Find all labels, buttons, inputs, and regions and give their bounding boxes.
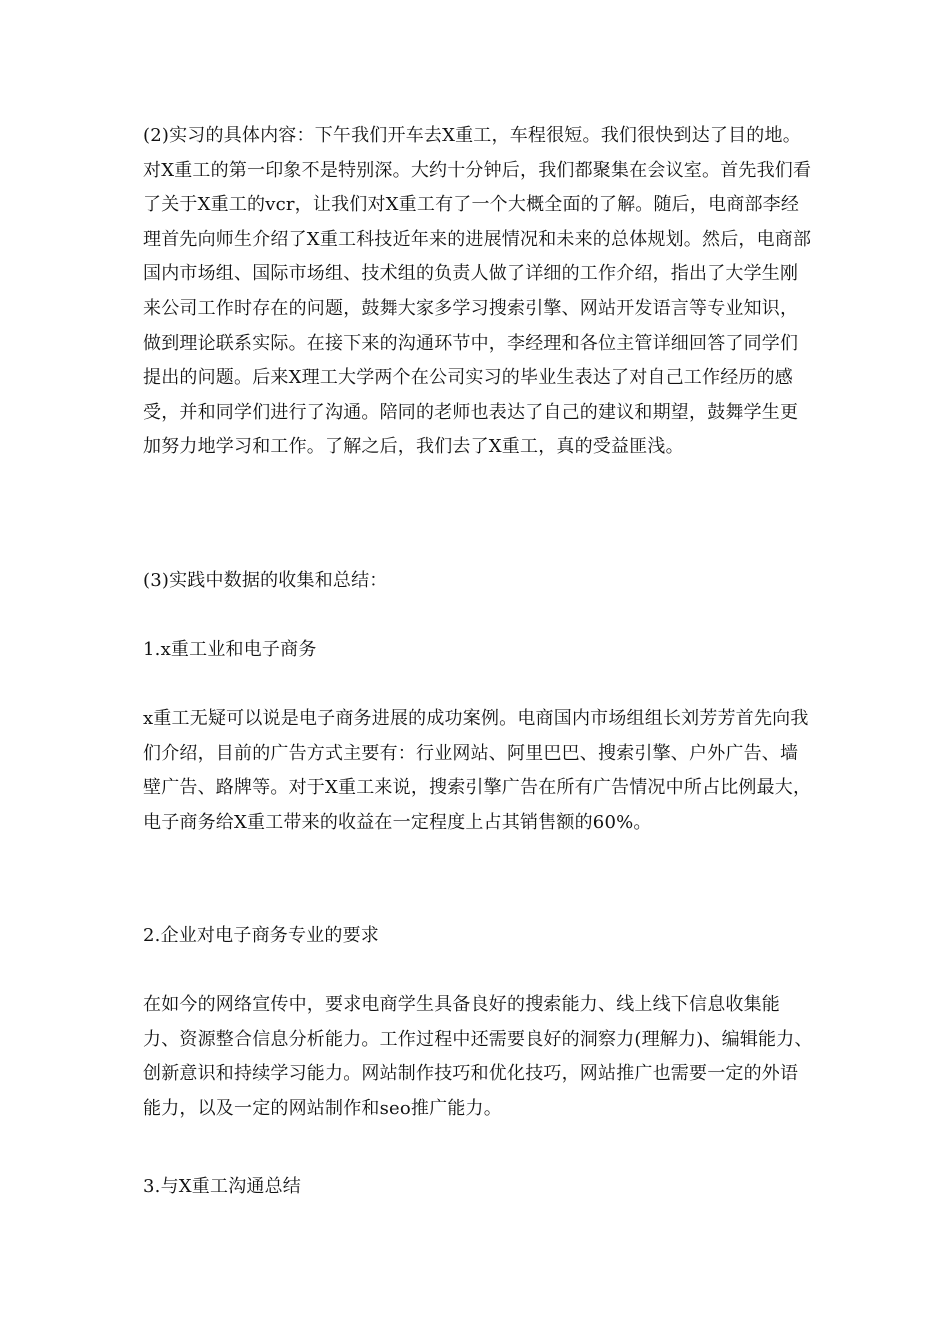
requirements-paragraph: 在如今的网络宣传中，要求电商学生具备良好的搜索能力、线上线下信息收集能力、资源整合信息分析能力。工作过程中还需要良好的洞察力(理解力)、编辑能力、创新意识和持续学习能力。网站制作技巧和优化技巧，网站推广也需要一定的外语能力，以及一定的网站制作和seo推广能力。 bbox=[143, 994, 813, 1119]
subheading-communication-summary: 3.与X重工沟通总结 bbox=[143, 1176, 301, 1197]
intro-paragraph: (2)实习的具体内容：下午我们开车去X重工，车程很短。我们很快到达了目的地。对X重工的第一印象不是特别深。大约十分钟后，我们都聚集在会议室。首先我们看了关于X重工的vcr，让我们对X重工有了一个大概全面的了解。随后，电商部李经理首先向师生介绍了X重工科技近年来的进展情况和未来的总体规划。然后，电商部国内市场组、国际市场组、技术组的负责人做了详细的工作介绍，指出了大学生刚来公司工作时存在的问题，鼓舞大家多学习搜索引擎、网站开发语言等专业知识，做到理论联系实际。在接下来的沟通环节中，李经理和各位主管详细回答了同学们提出的问题。后来X理工大学两个在公司实习的毕业生表达了对自己工作经历的感受，并和同学们进行了沟通。陪同的老师也表达了自己的建议和期望，鼓舞学生更加努力地学习和工作。了解之后，我们去了X重工，真的受益匪浅。 bbox=[143, 125, 812, 458]
subheading-requirements: 2.企业对电子商务专业的要求 bbox=[143, 925, 379, 946]
subheading-ecommerce: 1.x重工业和电子商务 bbox=[143, 639, 317, 660]
section-heading: (3)实践中数据的收集和总结： bbox=[143, 570, 388, 591]
ecommerce-paragraph: x重工无疑可以说是电子商务进展的成功案例。电商国内市场组组长刘芳芳首先向我们介绍，目前的广告方式主要有：行业网站、阿里巴巴、搜索引擎、户外广告、墙壁广告、路牌等。对于X重工来说，搜索引擎广告在所有广告情况中所占比例最大，电子商务给X重工带来的收益在一定程度上占其销售额的60%。 bbox=[143, 708, 812, 833]
